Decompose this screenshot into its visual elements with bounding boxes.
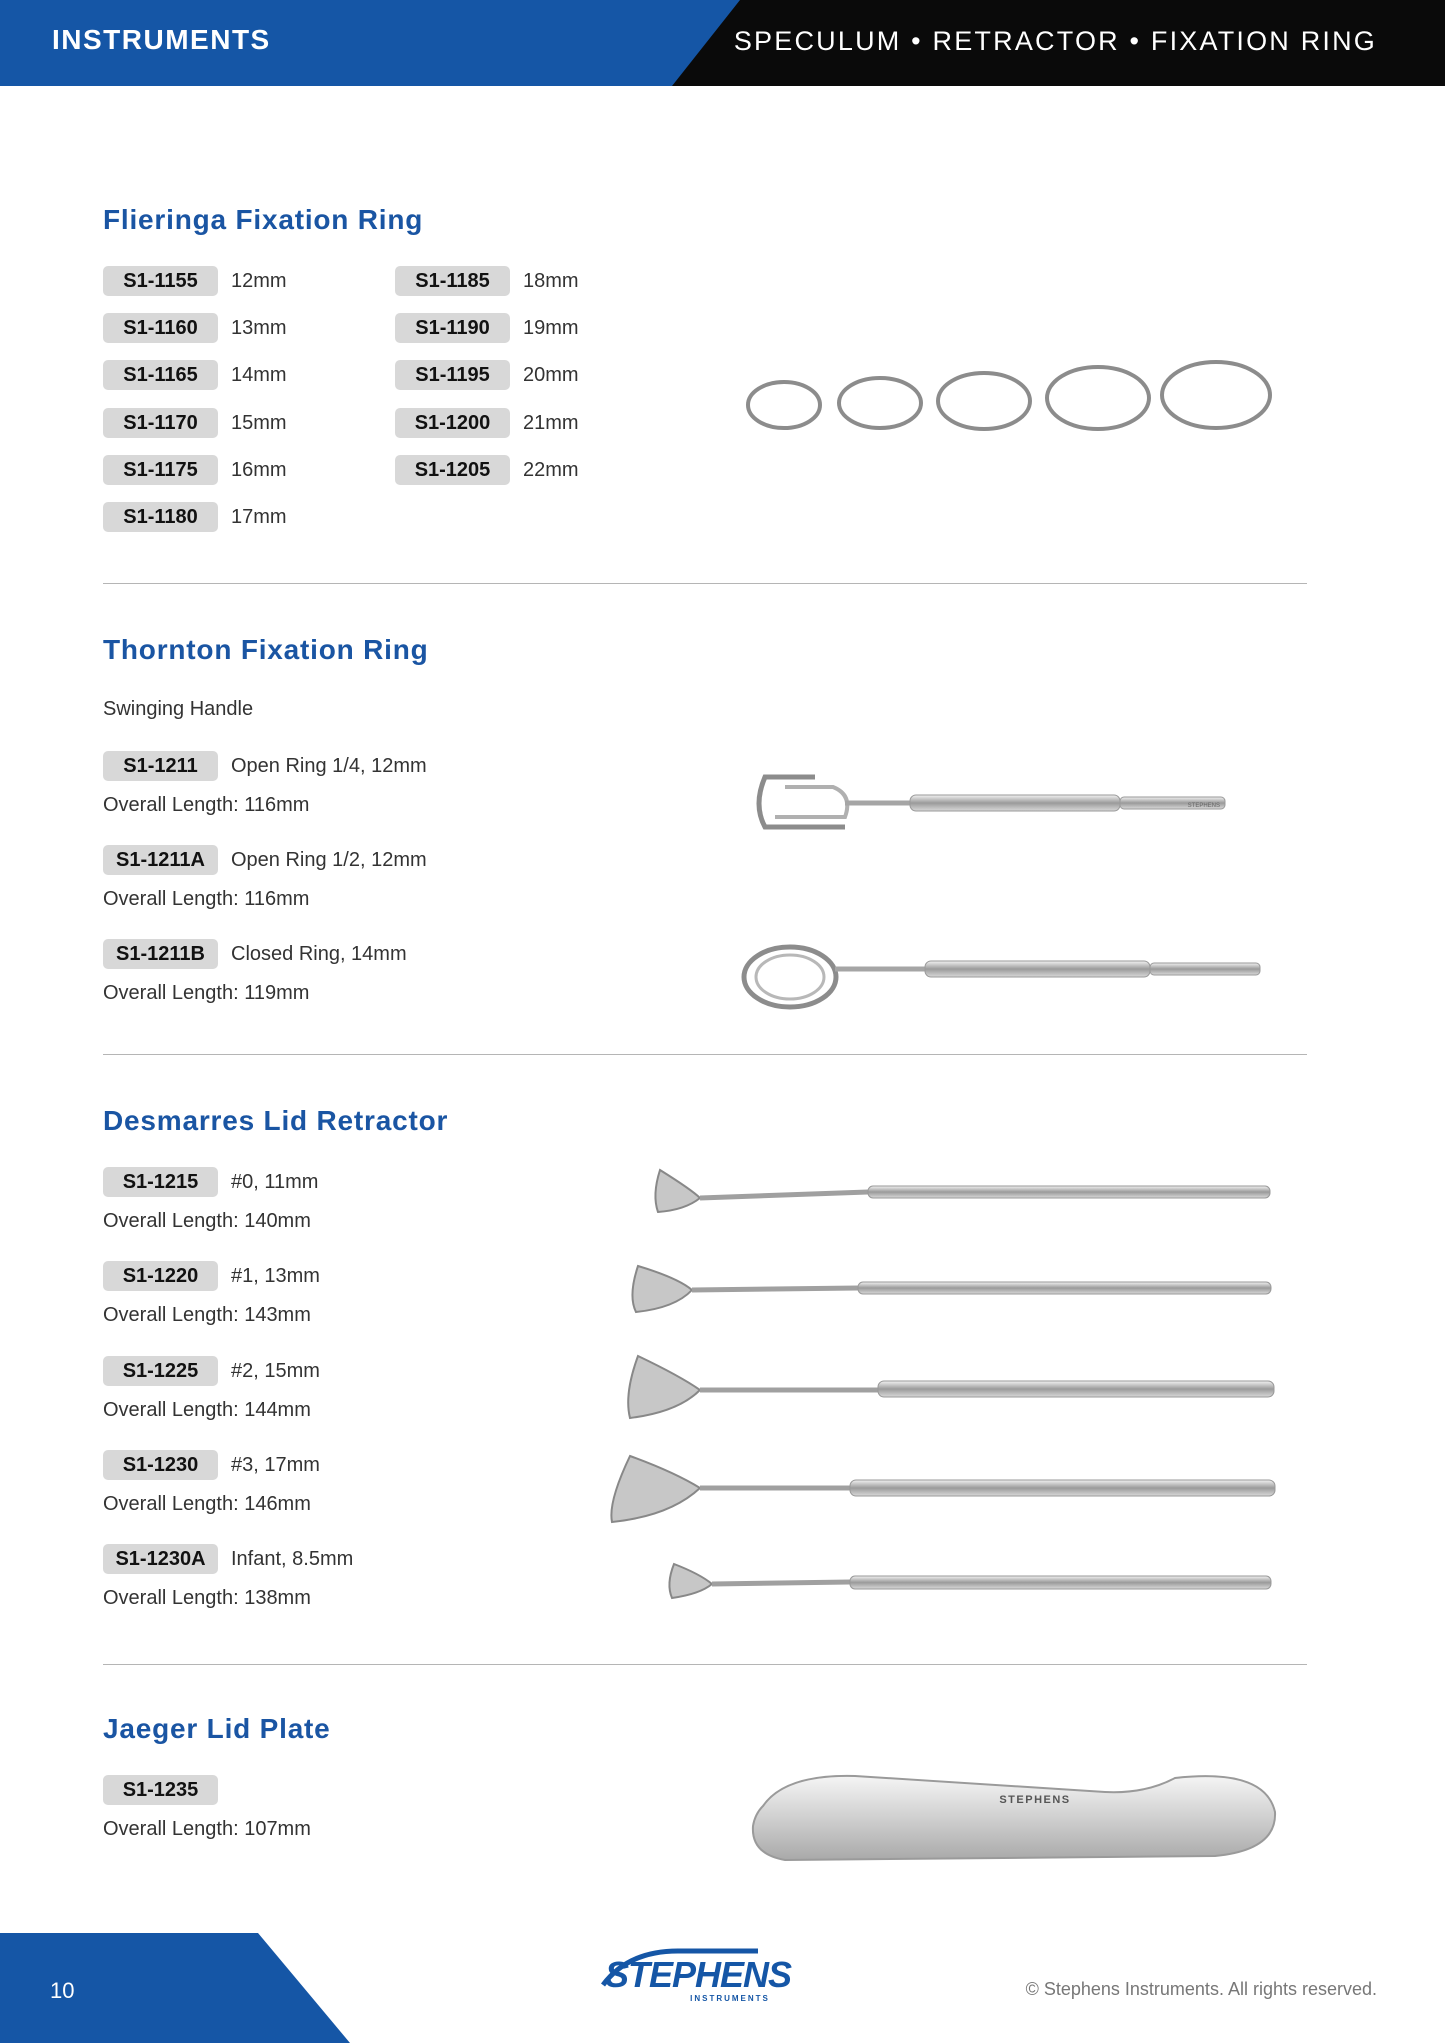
list-item: [395, 360, 579, 390]
product-code: S1-1180: [103, 502, 218, 532]
list-item: [395, 313, 579, 343]
overall-length: Overall Length: 119mm: [103, 982, 310, 1004]
product-size: 12mm: [231, 269, 287, 292]
list-item: [103, 360, 287, 390]
product-code: S1-1225: [103, 1356, 218, 1386]
thornton-subtitle: Swinging Handle: [103, 698, 254, 720]
product-code: S1-1215: [103, 1167, 218, 1197]
list-item: [103, 1356, 320, 1386]
overall-length: Overall Length: 116mm: [103, 888, 310, 910]
list-item: [103, 845, 427, 875]
product-size: 22mm: [523, 458, 579, 481]
product-code: S1-1220: [103, 1261, 218, 1291]
product-code: S1-1175: [103, 455, 218, 485]
jaeger-title: Jaeger Lid Plate: [103, 1713, 331, 1744]
list-item: [103, 266, 287, 296]
product-code: S1-1190: [395, 313, 510, 343]
product-code: S1-1195: [395, 360, 510, 390]
product-size: 15mm: [231, 411, 287, 434]
fixation-rings-image: [740, 355, 1280, 435]
product-code: S1-1165: [103, 360, 218, 390]
thornton-title: Thornton Fixation Ring: [103, 634, 429, 665]
overall-length: Overall Length: 144mm: [103, 1399, 311, 1421]
list-item: [103, 751, 427, 781]
product-code: S1-1200: [395, 408, 510, 438]
overall-length: Overall Length: 107mm: [103, 1818, 311, 1840]
product-description: Closed Ring, 14mm: [231, 942, 407, 965]
overall-length: Overall Length: 116mm: [103, 794, 310, 816]
product-size: 19mm: [523, 316, 579, 339]
list-item: [103, 1450, 320, 1480]
list-item: [395, 455, 579, 485]
flieringa-title: Flieringa Fixation Ring: [103, 204, 424, 235]
product-size: 20mm: [523, 363, 579, 386]
product-description: #2, 15mm: [231, 1359, 320, 1382]
product-description: Open Ring 1/2, 12mm: [231, 848, 427, 871]
list-item: [103, 1775, 218, 1805]
product-description: #1, 13mm: [231, 1264, 320, 1287]
product-code: S1-1211: [103, 751, 218, 781]
product-code: S1-1155: [103, 266, 218, 296]
list-item: [103, 455, 287, 485]
product-code: S1-1170: [103, 408, 218, 438]
product-size: 18mm: [523, 269, 579, 292]
header-left-title: INSTRUMENTS: [52, 24, 271, 55]
product-description: #0, 11mm: [231, 1170, 319, 1193]
section-divider: [103, 1664, 1307, 1665]
product-size: 13mm: [231, 316, 287, 339]
copyright-text: © Stephens Instruments. All rights reserved.: [1025, 1979, 1377, 1999]
product-code: S1-1211A: [103, 845, 218, 875]
logo-subtext: INSTRUMENTS: [690, 1994, 770, 2003]
product-size: 21mm: [523, 411, 579, 434]
list-item: [103, 1544, 353, 1574]
product-code: S1-1235: [103, 1775, 218, 1805]
jaeger-lid-plate-image: [745, 1764, 1280, 1874]
list-item: [103, 939, 407, 969]
stephens-logo: [598, 1945, 813, 2009]
list-item: [395, 266, 579, 296]
product-size: 17mm: [231, 505, 287, 528]
list-item: [103, 313, 287, 343]
thornton-closed-ring-image: [735, 925, 1285, 1015]
desmarres-retractors-image: [600, 1150, 1290, 1620]
overall-length: Overall Length: 146mm: [103, 1493, 311, 1515]
overall-length: Overall Length: 140mm: [103, 1210, 311, 1232]
engraving-text: STEPHENS: [999, 1794, 1071, 1806]
overall-length: Overall Length: 143mm: [103, 1304, 311, 1326]
list-item: [103, 502, 287, 532]
list-item: [103, 1167, 318, 1197]
engraving-text: STEPHENS: [1187, 803, 1220, 809]
product-code: S1-1230A: [103, 1544, 218, 1574]
page-number: 10: [50, 1978, 75, 2003]
header-right-title: SPECULUM • RETRACTOR • FIXATION RING: [733, 26, 1377, 56]
product-description: Open Ring 1/4, 12mm: [231, 754, 427, 777]
desmarres-title: Desmarres Lid Retractor: [103, 1105, 449, 1136]
section-divider: [103, 583, 1307, 584]
product-description: #3, 17mm: [231, 1453, 320, 1476]
product-size: 16mm: [231, 458, 287, 481]
thornton-open-ring-image: [745, 765, 1285, 845]
product-code: S1-1211B: [103, 939, 218, 969]
list-item: [103, 408, 287, 438]
product-description: Infant, 8.5mm: [231, 1547, 354, 1570]
list-item: [103, 1261, 320, 1291]
overall-length: Overall Length: 138mm: [103, 1587, 311, 1609]
product-code: S1-1205: [395, 455, 510, 485]
section-divider: [103, 1054, 1307, 1055]
list-item: [395, 408, 579, 438]
product-size: 14mm: [231, 363, 287, 386]
page-header: [0, 0, 1445, 86]
product-code: S1-1185: [395, 266, 510, 296]
product-code: S1-1230: [103, 1450, 218, 1480]
logo-text: STEPHENS: [604, 1954, 792, 1995]
product-code: S1-1160: [103, 313, 218, 343]
